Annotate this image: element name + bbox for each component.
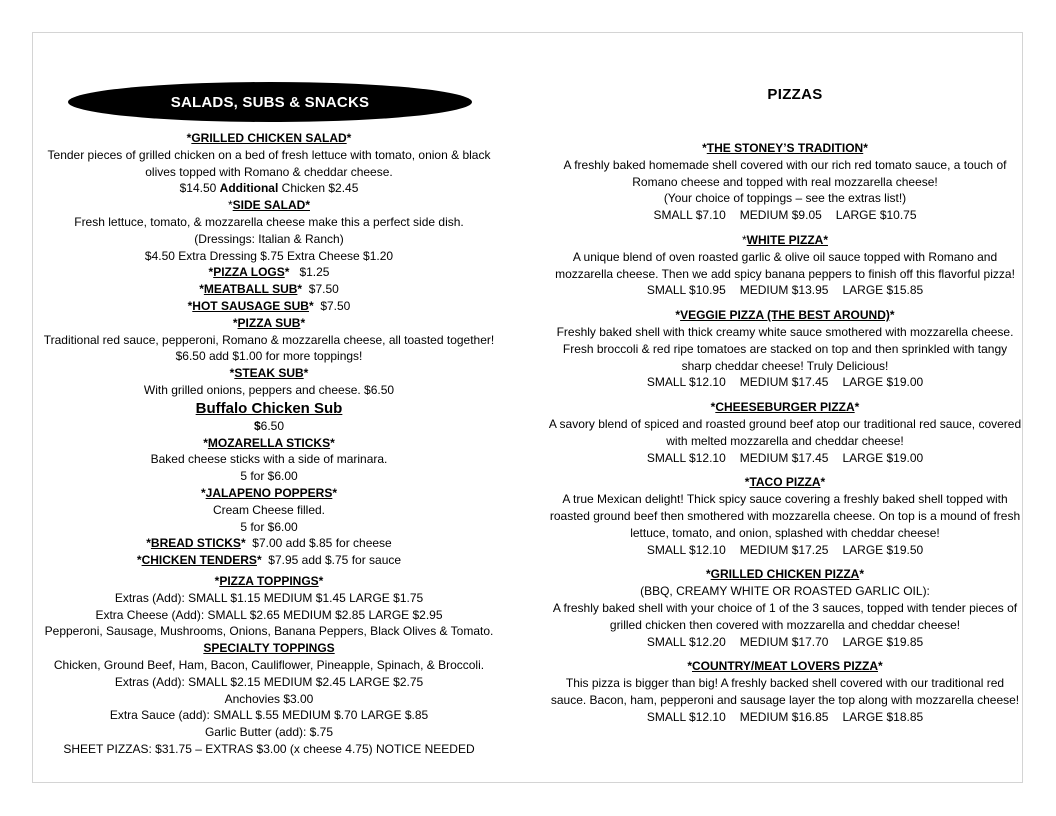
chicken-tenders-item: *CHICKEN TENDERS* $7.95 add $.75 for sauce (136, 553, 402, 568)
pizzas-header: PIZZAS (767, 86, 823, 103)
pizza-item-desc-line: A freshly baked shell with your choice of 1 of the 3 sauces, topped with tender pieces of (552, 600, 1018, 615)
jalapeno-poppers-price: 5 for $6.00 (240, 519, 298, 534)
pizza-item (545, 658, 1025, 725)
pizza-item-desc-line: roasted ground beef then smothered with mozzarella cheese. On top is a mound of fresh (549, 508, 1021, 523)
pizza-toppings-extra-cheese: Extra Cheese (Add): SMALL $2.65 MEDIUM $2.85 LARGE $2.95 (95, 607, 443, 622)
pizza-item-sizes: SMALL $12.20 MEDIUM $17.70 LARGE $19.85 (646, 634, 924, 649)
pizza-item-title: *CHEESEBURGER PIZZA* (710, 400, 860, 415)
extra-sauce-price: Extra Sauce (add): SMALL $.55 MEDIUM $.70 LARGE $.85 (109, 708, 429, 723)
pizza-sub-price: $6.50 add $1.00 for more toppings! (175, 349, 363, 364)
pizza-item-desc-line: Fresh broccoli & red ripe tomatoes are stacked on top and then sprinkled with tangy (562, 341, 1008, 356)
steak-sub-title: *STEAK SUB* (229, 366, 309, 381)
pizza-item-title: *GRILLED CHICKEN PIZZA* (705, 567, 864, 582)
pizza-item-desc-line: A freshly baked homemade shell covered with our rich red tomato sauce, a touch of (563, 157, 1007, 172)
meatball-sub-item: *MEATBALL SUB* $7.50 (199, 282, 339, 297)
pizza-item (545, 474, 1025, 558)
side-salad-dressings: (Dressings: Italian & Ranch) (194, 231, 344, 246)
grilled-chicken-salad-desc: Tender pieces of grilled chicken on a bed of fresh lettuce with tomato, onion & black olives topped with Romano & cheddar cheese. (47, 147, 491, 179)
hot-sausage-sub-item: *HOT SAUSAGE SUB* $7.50 (187, 298, 351, 313)
side-salad-price: $4.50 Extra Dressing $.75 Extra Cheese $1.20 (144, 248, 394, 263)
pizza-item-sizes: SMALL $12.10 MEDIUM $16.85 LARGE $18.85 (646, 709, 924, 724)
side-salad-title: *SIDE SALAD* (227, 198, 310, 213)
mozarella-sticks-desc: Baked cheese sticks with a side of marinara. (150, 452, 388, 467)
specialty-toppings-extras: Extras (Add): SMALL $2.15 MEDIUM $2.45 LARGE $2.75 (114, 674, 424, 689)
steak-sub-desc: With grilled onions, peppers and cheese. $6.50 (143, 382, 395, 397)
pizza-item-title: *TACO PIZZA* (744, 475, 826, 490)
pizza-item-title: *COUNTRY/MEAT LOVERS PIZZA* (687, 659, 883, 674)
pizza-item-desc-line: Romano cheese and topped with real mozzarella cheese! (632, 174, 938, 189)
pizza-item-desc-line: mozzarella cheese. Then we add spicy banana peppers to finish off this flavorful pizza! (555, 266, 1015, 281)
specialty-toppings-title: SPECIALTY TOPPINGS (203, 641, 335, 656)
pizza-item (545, 566, 1025, 650)
jalapeno-poppers-title: *JALAPENO POPPERS* (200, 485, 338, 500)
right-menu-column (545, 140, 1025, 726)
pizza-item-sizes: SMALL $7.10 MEDIUM $9.05 LARGE $10.75 (653, 208, 917, 223)
pizza-item-desc-line: A unique blend of oven roasted garlic & olive oil sauce topped with Romano and (572, 249, 998, 264)
pizza-item-desc-line: A savory blend of spiced and roasted ground beef atop our traditional red sauce, covered (548, 416, 1022, 431)
pizza-sub-title: *PIZZA SUB* (232, 315, 306, 330)
pizza-item (545, 399, 1025, 466)
pizza-item-title: *WHITE PIZZA* (742, 232, 828, 247)
pizza-item-desc-line: sharp cheddar cheese! Truly Delicious! (681, 358, 889, 373)
pizza-item-sizes: SMALL $12.10 MEDIUM $17.45 LARGE $19.00 (646, 375, 924, 390)
pizza-item-desc-line: grilled chicken then covered with mozzarella and cheddar cheese! (609, 617, 961, 632)
pizza-item-title: *VEGGIE PIZZA (THE BEST AROUND)* (675, 308, 895, 323)
pizza-item-sizes: SMALL $12.10 MEDIUM $17.45 LARGE $19.00 (646, 450, 924, 465)
salads-subs-snacks-header (68, 82, 472, 122)
left-menu-column (38, 130, 500, 758)
pizza-item-desc-line: sauce. Bacon, ham, pepperoni and sausage layer the top along with mozzarella cheese! (550, 692, 1020, 707)
mozarella-sticks-price: 5 for $6.00 (240, 469, 298, 484)
pizza-item-desc-line: A true Mexican delight! Thick spicy sauce covering a freshly baked shell topped with (562, 492, 1008, 507)
bread-sticks-item: *BREAD STICKS* $7.00 add $.85 for cheese (146, 536, 392, 551)
pizza-item-desc-line: (BBQ, CREAMY WHITE OR ROASTED GARLIC OIL): (640, 584, 930, 599)
pizza-item-title: *THE STONEY’S TRADITION* (702, 141, 868, 155)
grilled-chicken-salad-title: *GRILLED CHICKEN SALAD* (186, 131, 352, 145)
pizza-toppings-title: *PIZZA TOPPINGS* (214, 573, 324, 588)
buffalo-chicken-sub-price: $6.50 (253, 418, 285, 433)
pizza-item-desc-line: with melted mozzarella and cheddar cheese! (666, 433, 904, 448)
garlic-butter-price: Garlic Butter (add): $.75 (204, 725, 334, 740)
specialty-toppings-list: Chicken, Ground Beef, Ham, Bacon, Cauliflower, Pineapple, Spinach, & Broccoli. (53, 657, 485, 672)
pizza-item (545, 307, 1025, 391)
pizza-item (545, 232, 1025, 299)
pizza-item (545, 140, 1025, 224)
pizza-toppings-extras: Extras (Add): SMALL $1.15 MEDIUM $1.45 LARGE $1.75 (114, 590, 424, 605)
pizza-item-sizes: SMALL $10.95 MEDIUM $13.95 LARGE $15.85 (646, 283, 924, 298)
sheet-pizzas-note: SHEET PIZZAS: $31.75 – EXTRAS $3.00 (x cheese 4.75) NOTICE NEEDED (63, 741, 475, 756)
section-header-text: SALADS, SUBS & SNACKS (170, 93, 370, 111)
pizza-item-desc-line: Freshly baked shell with thick creamy white sauce smothered with mozzarella cheese. (556, 324, 1014, 339)
anchovies-price: Anchovies $3.00 (224, 691, 314, 706)
jalapeno-poppers-desc: Cream Cheese filled. (212, 502, 326, 517)
pizza-item-desc-line: This pizza is bigger than big! A freshly backed shell covered with our traditional red (565, 676, 1005, 691)
pizza-sub-desc: Traditional red sauce, pepperoni, Romano & mozzarella cheese, all toasted together! (43, 332, 495, 347)
mozarella-sticks-title: *MOZARELLA STICKS* (203, 435, 335, 450)
pizza-item-desc-line: (Your choice of toppings – see the extras list!) (663, 191, 907, 206)
pizza-toppings-list: Pepperoni, Sausage, Mushrooms, Onions, Banana Peppers, Black Olives & Tomato. (44, 624, 494, 639)
pizza-item-sizes: SMALL $12.10 MEDIUM $17.25 LARGE $19.50 (646, 542, 924, 557)
buffalo-chicken-sub-title: Buffalo Chicken Sub (195, 399, 343, 417)
pizza-logs-item: *PIZZA LOGS* $1.25 (208, 265, 330, 280)
pizza-item-desc-line: lettuce, tomato, and onion, splashed with cheddar cheese! (630, 525, 940, 540)
grilled-chicken-salad-price: $14.50 Additional Chicken $2.45 (179, 181, 359, 196)
side-salad-desc: Fresh lettuce, tomato, & mozzarella cheese make this a perfect side dish. (74, 214, 464, 229)
